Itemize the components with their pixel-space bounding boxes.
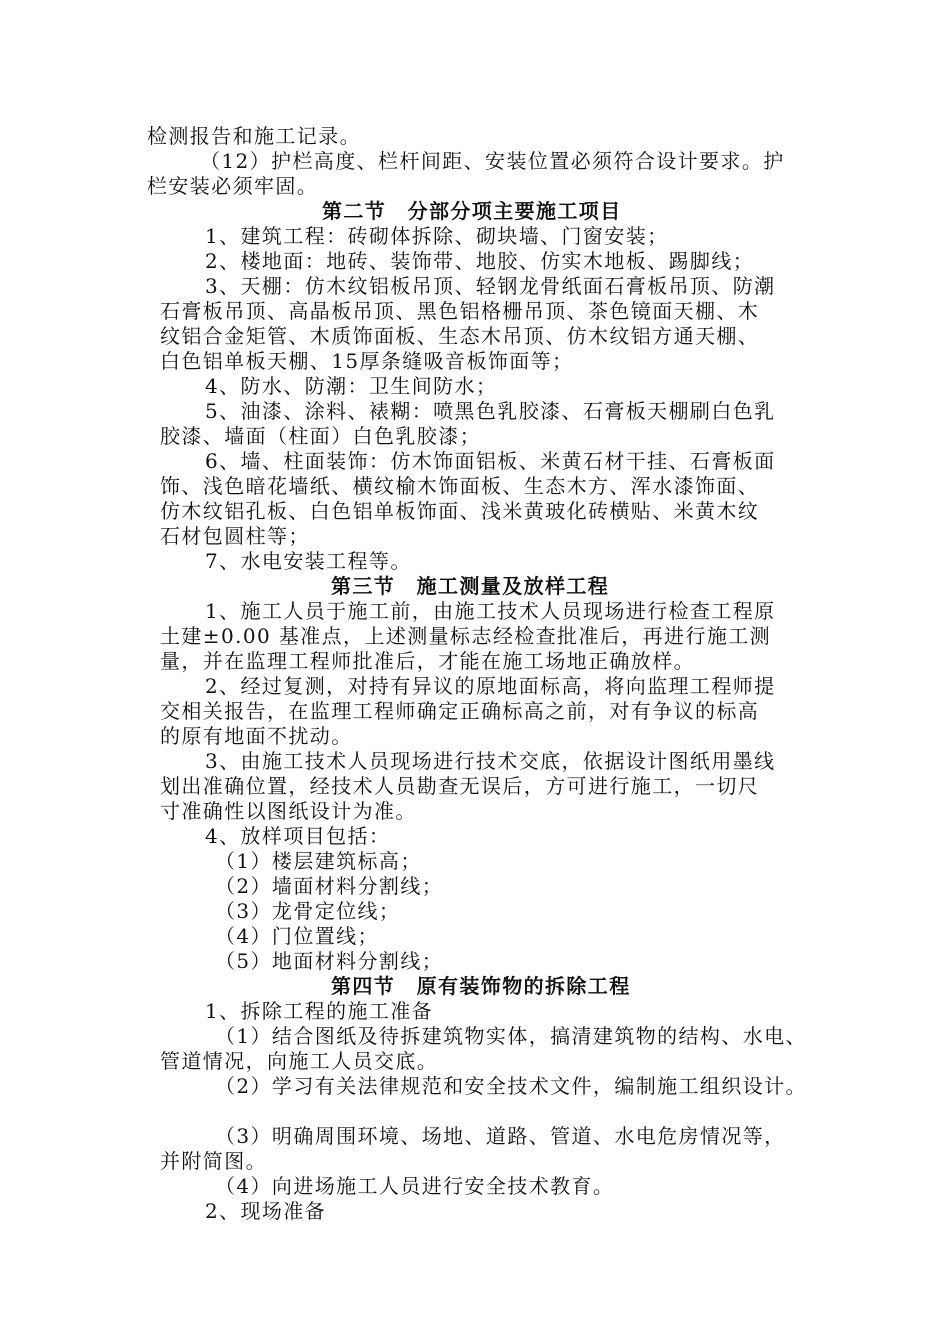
paragraph-line: 1、施工人员于施工前，由施工技术人员现场进行检查工程原 xyxy=(205,599,776,623)
paragraph-line: 2、经过复测，对持有异议的原地面标高，将向监理工程师提 xyxy=(205,674,776,698)
paragraph-line: 土建±0.00 基准点，上述测量标志经检查批准后，再进行施工测 xyxy=(160,624,772,648)
paragraph-line: （3）明确周围环境、场地、道路、管道、水电危房情况等， xyxy=(215,1124,786,1148)
list-item: （1）楼层建筑标高； xyxy=(215,849,422,873)
paragraph-line: （12）护栏高度、栏杆间距、安装位置必须符合设计要求。护 xyxy=(200,149,785,173)
paragraph-line: 3、由施工技术人员现场进行技术交底，依据设计图纸用墨线 xyxy=(205,749,776,773)
section-heading: 第二节 分部分项主要施工项目 xyxy=(322,199,622,223)
paragraph-line: 白色铝单板天棚、15厚条缝吸音板饰面等； xyxy=(160,349,574,373)
paragraph-line: 胶漆、墙面（柱面）白色乳胶漆； xyxy=(160,424,481,448)
paragraph-line: 寸准确性以图纸设计为准。 xyxy=(160,799,417,823)
paragraph-line: 7、水电安装工程等。 xyxy=(205,549,412,573)
paragraph-line: 栏安装必须牢固。 xyxy=(147,174,319,198)
paragraph-line: 6、墙、柱面装饰：仿木饰面铝板、米黄石材干挂、石膏板面 xyxy=(205,449,776,473)
list-item: （2）墙面材料分割线； xyxy=(215,874,444,898)
paragraph-line: 3、天棚：仿木纹铝板吊顶、轻钢龙骨纸面石膏板吊顶、防潮 xyxy=(205,274,776,298)
list-item: （4）门位置线； xyxy=(215,924,379,948)
paragraph-line: 的原有地面不扰动。 xyxy=(160,724,353,748)
section-heading: 第三节 施工测量及放样工程 xyxy=(331,574,610,598)
paragraph-line: 4、放样项目包括： xyxy=(205,824,391,848)
list-item: （5）地面材料分割线； xyxy=(215,949,444,973)
paragraph-line: 纹铝合金矩管、木质饰面板、生态木吊顶、仿木纹铝方通天棚、 xyxy=(160,324,760,348)
paragraph-line: 2、现场准备 xyxy=(205,1199,327,1223)
paragraph-line: 仿木纹铝孔板、白色铝单板饰面、浅米黄玻化砖横贴、米黄木纹 xyxy=(160,499,760,523)
paragraph-line: 交相关报告，在监理工程师确定正确标高之前，对有争议的标高 xyxy=(160,699,760,723)
paragraph-line: 2、楼地面：地砖、装饰带、地胶、仿实木地板、踢脚线； xyxy=(205,249,755,273)
paragraph-line: 管道情况，向施工人员交底。 xyxy=(160,1049,439,1073)
paragraph-line: 饰、浅色暗花墙纸、横纹榆木饰面板、生态木方、浑水漆饰面、 xyxy=(160,474,760,498)
paragraph-line: 1、拆除工程的施工准备 xyxy=(205,999,434,1023)
paragraph-line: （4）向进场施工人员进行安全技术教育。 xyxy=(215,1174,615,1198)
paragraph-line: 5、油漆、涂料、裱糊：喷黑色乳胶漆、石膏板天棚刷白色乳 xyxy=(205,399,776,423)
paragraph-line: 量，并在监理工程师批准后，才能在施工场地正确放样。 xyxy=(160,649,695,673)
section-heading: 第四节 原有装饰物的拆除工程 xyxy=(331,974,631,998)
paragraph-line: 石材包圆柱等； xyxy=(160,524,310,548)
paragraph-line: 并附简图。 xyxy=(160,1149,267,1173)
paragraph-line: 4、防水、防潮：卫生间防水； xyxy=(205,374,498,398)
paragraph-line: 1、建筑工程：砖砌体拆除、砌块墙、门窗安装； xyxy=(205,224,669,248)
paragraph-line: 石膏板吊顶、高晶板吊顶、黑色铝格栅吊顶、茶色镜面天棚、木 xyxy=(160,299,760,323)
list-item: （3）龙骨定位线； xyxy=(215,899,401,923)
paragraph-line: （2）学习有关法律规范和安全技术文件，编制施工组织设计。 xyxy=(215,1074,807,1098)
paragraph-line: 划出准确位置，经技术人员勘查无误后，方可进行施工，一切尺 xyxy=(160,774,760,798)
paragraph-line: （1）结合图纸及待拆建筑物实体，搞清建筑物的结构、水电、 xyxy=(215,1024,807,1048)
paragraph-line: 检测报告和施工记录。 xyxy=(147,124,361,148)
